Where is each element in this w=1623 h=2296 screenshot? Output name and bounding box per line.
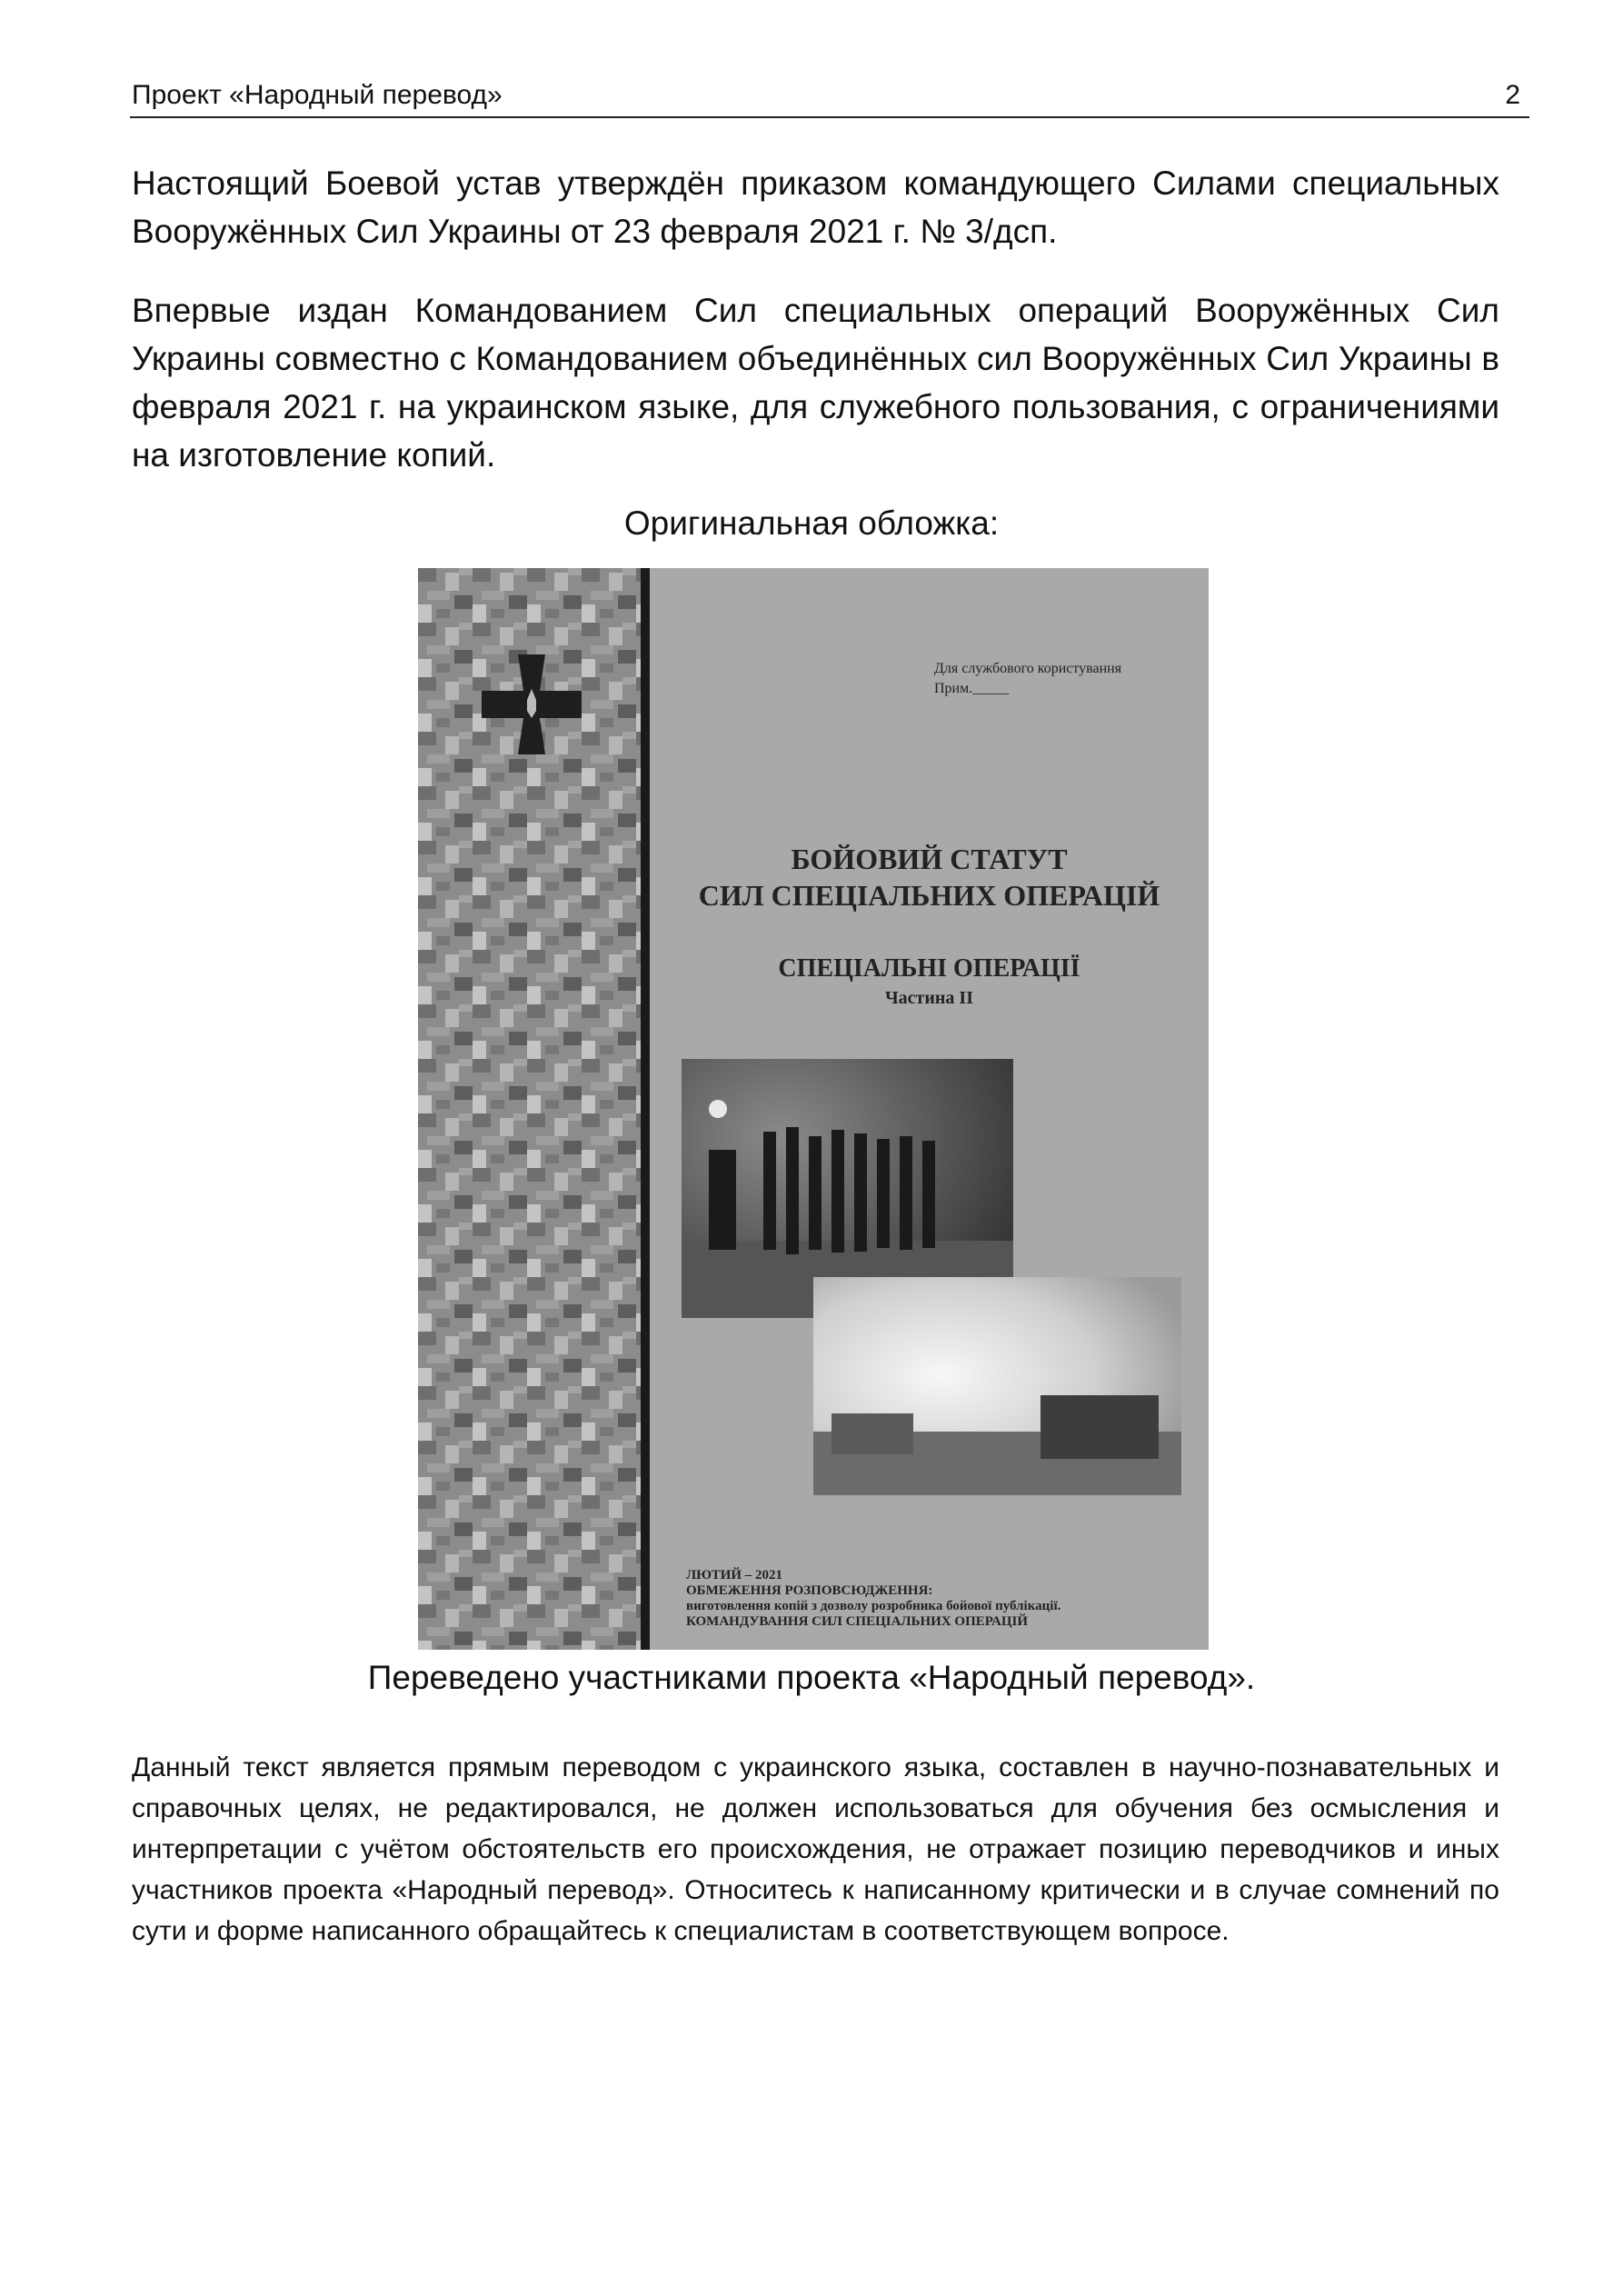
cover-bottom-line2: ОБМЕЖЕННЯ РОЗПОВСЮДЖЕННЯ: [686, 1583, 933, 1598]
cover-title-line2: СИЛ СПЕЦІАЛЬНИХ ОПЕРАЦІЙ [698, 879, 1160, 912]
cover-subtitle: СПЕЦІАЛЬНІ ОПЕРАЦІЇ [778, 954, 1080, 983]
cover-divider-stripe [641, 568, 650, 1650]
disclaimer-paragraph: Данный текст является прямым переводом с украинского языка, составлен в научно-познавательных и справочных целях, не редактировался, не должен использоваться для обучения без осмысления и интерпретации с учётом обстоятельств его происхождения, не отражает позицию переводчиков и иных участников проекта «Народный перевод». Относитесь к написанному критически и в случае сомнений по сути и форме написанного обращайтесь к специалистам в соответствующем вопросе. [132, 1752, 1499, 1946]
cover-restriction-line2: Прим._____ [934, 681, 1010, 696]
cover-caption: Оригинальная обложка: [623, 504, 1000, 542]
page-header [130, 80, 1529, 118]
cover-title-line1: БОЙОВИЙ СТАТУТ [791, 843, 1068, 875]
cover-bottom-line1: ЛЮТИЙ – 2021 [686, 1568, 783, 1582]
cover-bottom-line4: КОМАНДУВАННЯ СИЛ СПЕЦІАЛЬНИХ ОПЕРАЦІЙ [686, 1614, 1029, 1629]
paragraph-approval: Настоящий Боевой устав утверждён приказом командующего Силами специальных Вооружённых Сил Украины от 23 февраля 2021 г. № 3/дсп. [132, 165, 1499, 250]
cover-title [650, 841, 1209, 913]
cover-part: Частина ІІ [885, 988, 973, 1008]
header-title: Проект «Народный перевод» [132, 80, 503, 110]
cover-restriction-line1: Для службового користування [934, 661, 1122, 676]
cross-emblem-icon [473, 645, 591, 764]
translation-credit: Переведено участниками проекта «Народный перевод». [367, 1659, 1256, 1696]
cover-restriction [934, 659, 1121, 699]
explosion-photo [813, 1277, 1181, 1495]
cover-bottom-line3: виготовлення копій з дозволу розробника бойової публікації. [686, 1599, 1061, 1613]
original-cover-image [418, 568, 1209, 1650]
cover-bottom-block [686, 1568, 1060, 1630]
paragraph-publication: Впервые издан Командованием Сил специальных операций Вооружённых Сил Украины совместно с Командованием объединённых сил Вооружённых Сил Украины в февраля 2021 г. на украинском языке, для служебного пользования, с ограничениями на изготовление копий. [132, 292, 1499, 474]
page-number: 2 [1505, 80, 1520, 110]
